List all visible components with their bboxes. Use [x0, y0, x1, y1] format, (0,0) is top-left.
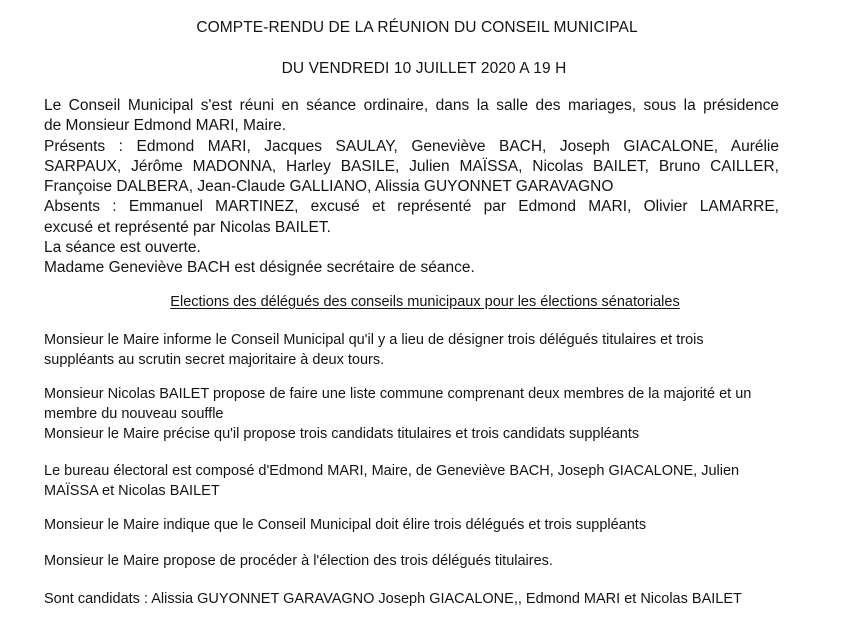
- present-line: Françoise DALBERA, Jean-Claude GALLIANO, Alissia GUYONNET GARAVAGNO: [44, 178, 614, 196]
- paragraph-mayor-info: [44, 330, 782, 370]
- paragraph-line: suppléants au scrutin secret majoritaire à deux tours.: [44, 352, 385, 368]
- session-line: Le Conseil Municipal s'est réuni en séance ordinaire, dans la salle des mariages, sous la présidence: [44, 97, 779, 114]
- session-opening: La séance est ouverte.: [44, 239, 201, 257]
- present-line: SARPAUX, Jérôme MADONNA, Harley BASILE, Julien MAÏSSA, Nicolas BAILET, Bruno CAILLER,: [44, 157, 779, 175]
- paragraph-electoral-bureau: [44, 461, 782, 501]
- meeting-date: DU VENDREDI 10 JUILLET 2020 A 19 H: [281, 60, 567, 77]
- intro-block: [44, 96, 779, 279]
- document-title: COMPTE-RENDU DE LA RÉUNION DU CONSEIL MUNICIPAL: [196, 19, 638, 36]
- secretary-designation: Madame Geneviève BACH est désignée secrétaire de séance.: [44, 259, 475, 277]
- session-line: de Monsieur Edmond MARI, Maire.: [44, 117, 287, 135]
- paragraph-line: Monsieur Nicolas BAILET propose de faire une liste commune comprenant deux membres de la majorité et un: [44, 386, 752, 402]
- paragraph-election-requirement: Monsieur le Maire indique que le Conseil Municipal doit élire trois délégués et trois suppléants: [44, 517, 647, 533]
- paragraph-election-proposal: Monsieur le Maire propose de procéder à l'élection des trois délégués titulaires.: [44, 553, 553, 569]
- paragraph-bailet-proposal: [44, 384, 782, 424]
- paragraph-line: Monsieur le Maire informe le Conseil Municipal qu'il y a lieu de désigner trois délégués titulaires et trois: [44, 332, 704, 348]
- paragraph-line: MAÏSSA et Nicolas BAILET: [44, 483, 220, 499]
- paragraph-mayor-candidates: Monsieur le Maire précise qu'il propose trois candidats titulaires et trois candidats suppléants: [44, 426, 640, 442]
- absent-line: Absents : Emmanuel MARTINEZ, excusé et représenté par Edmond MARI, Olivier LAMARRE,: [44, 198, 779, 216]
- present-line: Présents : Edmond MARI, Jacques SAULAY, Geneviève BACH, Joseph GIACALONE, Aurélie: [44, 137, 779, 155]
- paragraph-line: membre du nouveau souffle: [44, 406, 224, 422]
- absent-line: excusé et représenté par Nicolas BAILET.: [44, 218, 331, 236]
- paragraph-line: Le bureau électoral est composé d'Edmond MARI, Maire, de Geneviève BACH, Joseph GIACALONE, Julien: [44, 463, 740, 479]
- paragraph-candidates: Sont candidats : Alissia GUYONNET GARAVAGNO Joseph GIACALONE,, Edmond MARI et Nicolas BAILET: [44, 591, 742, 607]
- section-title: Elections des délégués des conseils municipaux pour les élections sénatoriales: [170, 294, 680, 310]
